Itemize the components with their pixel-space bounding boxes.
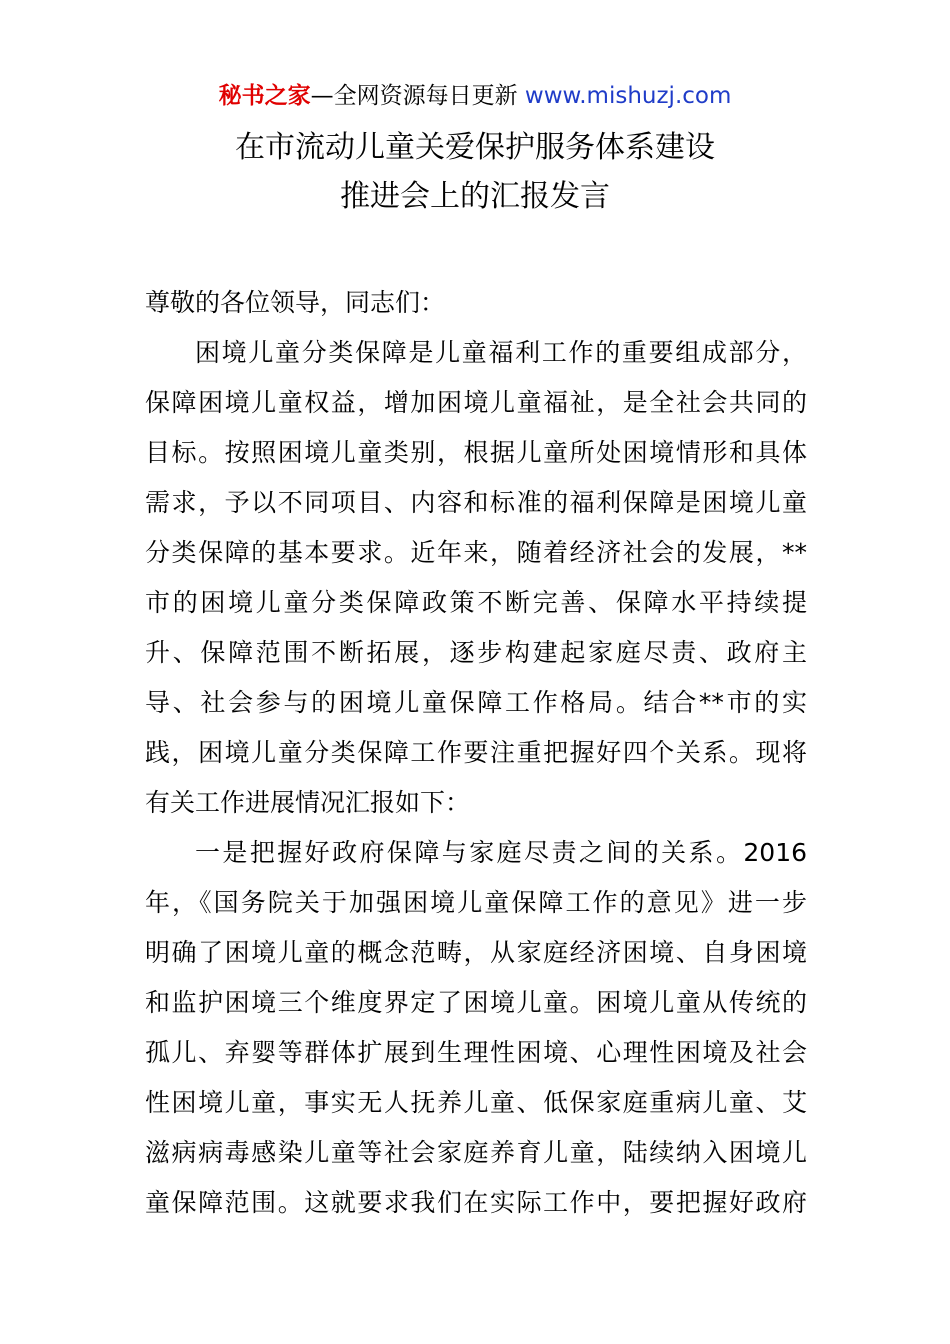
paragraph-2-line: 童保障范围。这就要求我们在实际工作中，要把握好政府 — [145, 1188, 807, 1217]
paragraph-2-line: 一是把握好政府保障与家庭尽责之间的关系。2016 — [195, 838, 807, 867]
document-title-line-1: 在市流动儿童关爱保护服务体系建设 — [235, 130, 715, 165]
paragraph-1-line: 保障困境儿童权益，增加困境儿童福祉，是全社会共同的 — [145, 388, 807, 417]
paragraph-2-line: 性困境儿童，事实无人抚养儿童、低保家庭重病儿童、艾 — [145, 1088, 807, 1117]
paragraph-1-line: 市的困境儿童分类保障政策不断完善、保障水平持续提 — [145, 588, 807, 617]
paragraph-2-line: 滋病病毒感染儿童等社会家庭养育儿童，陆续纳入困境儿 — [145, 1138, 807, 1167]
site-header — [0, 80, 950, 112]
paragraph-1-line: 需求，予以不同项目、内容和标准的福利保障是困境儿童 — [145, 488, 807, 517]
paragraph-2-line: 年，《国务院关于加强困境儿童保障工作的意见》进一步 — [145, 888, 807, 917]
paragraph-1-line: 分类保障的基本要求。近年来，随着经济社会的发展，** — [145, 538, 807, 567]
paragraph-1-line: 导、社会参与的困境儿童保障工作格局。结合**市的实 — [145, 688, 807, 717]
brand-name: 秘书之家 — [218, 83, 311, 109]
paragraph-1-line: 目标。按照困境儿童类别，根据儿童所处困境情形和具体 — [145, 438, 807, 467]
header-tagline: —全网资源每日更新 — [310, 83, 525, 109]
paragraph-1-line: 践，困境儿童分类保障工作要注重把握好四个关系。现将 — [145, 738, 807, 767]
paragraph-1-line: 有关工作进展情况汇报如下： — [145, 788, 471, 817]
salutation: 尊敬的各位领导，同志们： — [145, 288, 446, 317]
paragraph-1-line: 困境儿童分类保障是儿童福利工作的重要组成部分， — [195, 338, 807, 367]
paragraph-2-line: 孤儿、弃婴等群体扩展到生理性困境、心理性困境及社会 — [145, 1038, 807, 1067]
document-title-line-2: 推进会上的汇报发言 — [340, 179, 610, 214]
document-body — [145, 278, 807, 1228]
paragraph-2-line: 和监护困境三个维度界定了困境儿童。困境儿童从传统的 — [145, 988, 807, 1017]
paragraph-1-line: 升、保障范围不断拓展，逐步构建起家庭尽责、政府主 — [145, 638, 807, 667]
site-url-link[interactable]: www.mishuzj.com — [524, 83, 732, 109]
paragraph-2-line: 明确了困境儿童的概念范畴，从家庭经济困境、自身困境 — [145, 938, 807, 967]
